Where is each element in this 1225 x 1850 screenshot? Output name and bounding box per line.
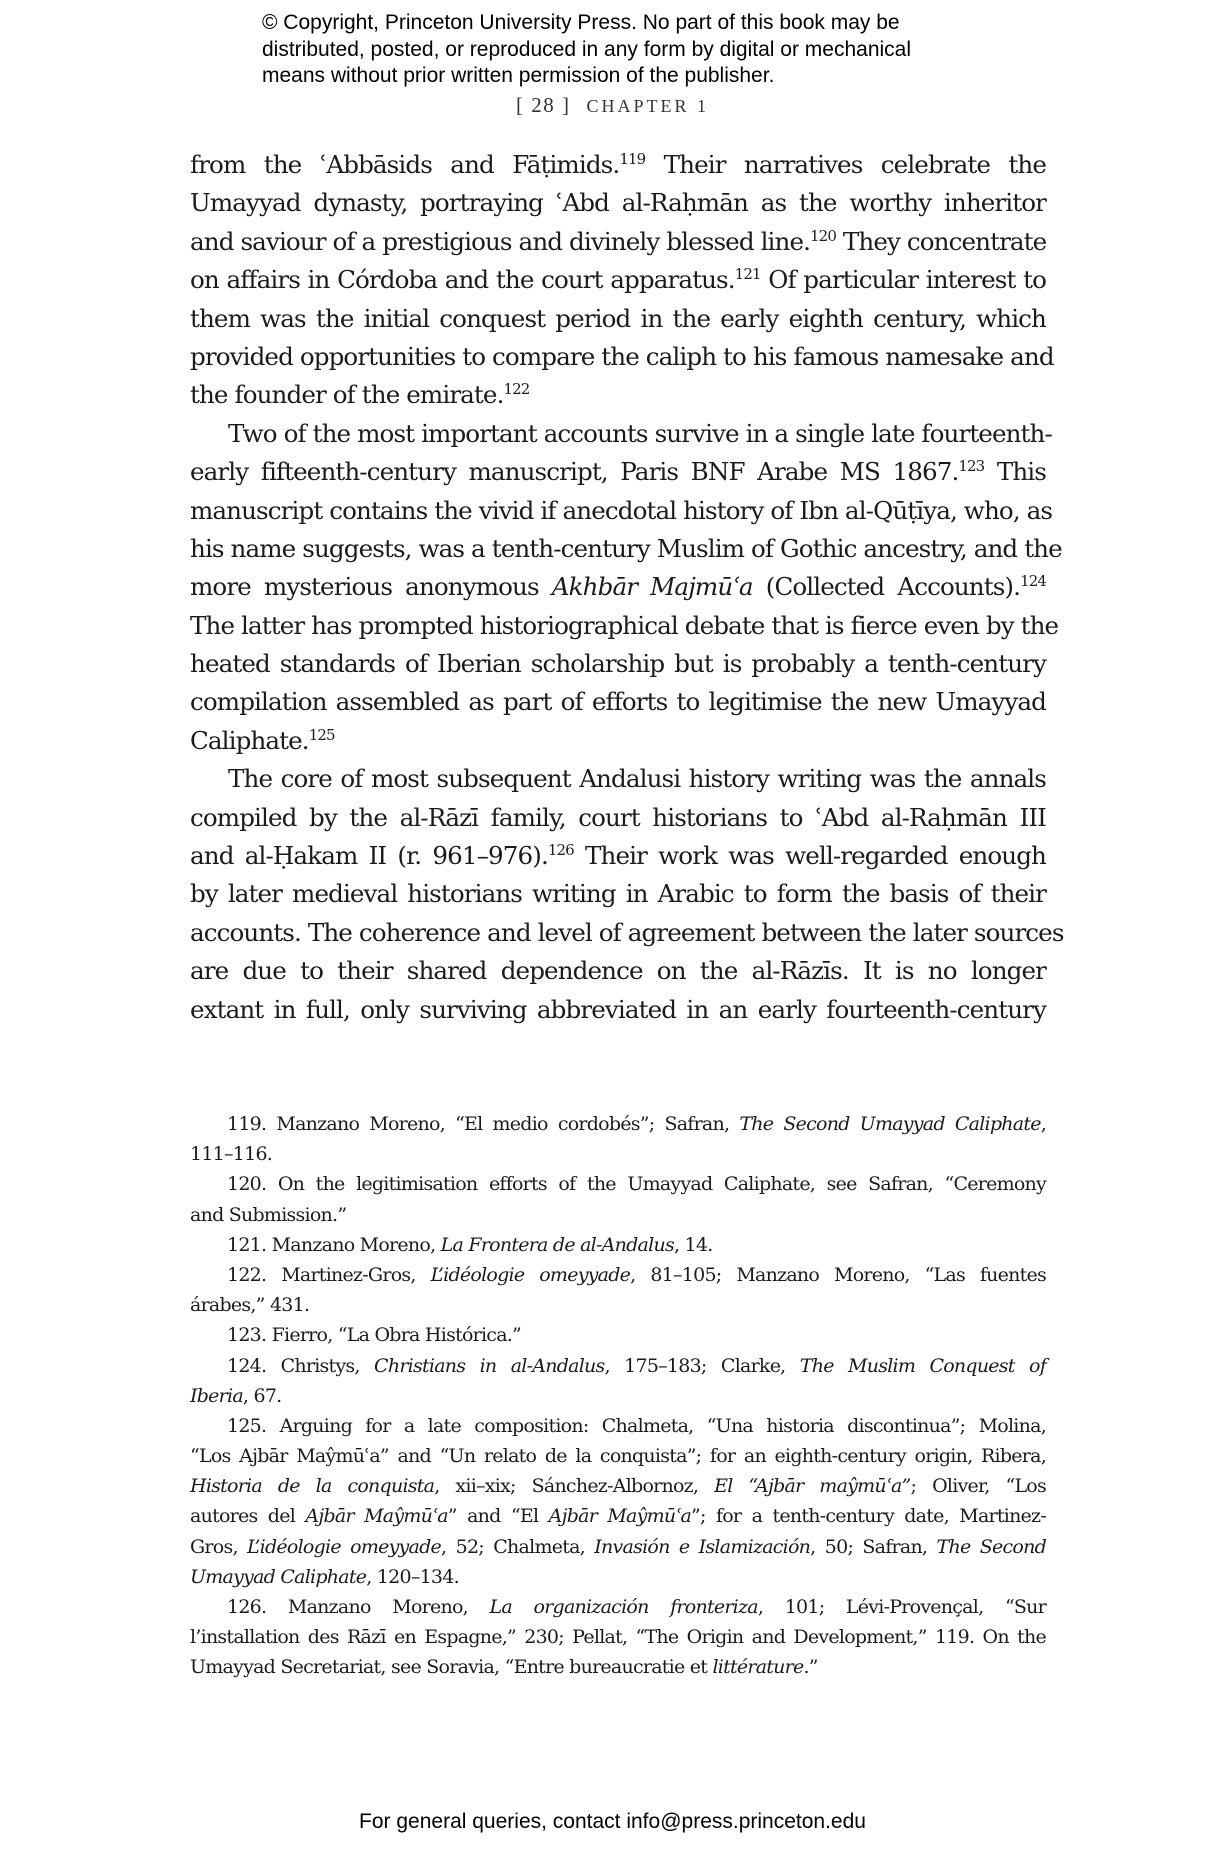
- text-line: Umayyad dynasty, portraying ʿAbd al-Raḥmān as the worthy inheritor: [190, 188, 1046, 218]
- footnote-line: Umayyad Secretariat, see Soravia, “Entre bureaucratie et littérature.”: [190, 1656, 818, 1679]
- footnote-121: 121. Manzano Moreno, La Frontera de al-Andalus, 14.: [227, 1233, 713, 1256]
- footnote-line: l’installation des Rāzī en Espagne,” 230; Pellat, “The Origin and Development,” 119. On the: [190, 1626, 1046, 1649]
- footnote-119: 119. Manzano Moreno, “El medio cordobés”; Safran, The Second Umayyad Caliphate,: [227, 1113, 1047, 1135]
- footnote-line: Gros, L’idéologie omeyyade, 52; Chalmeta, Invasión e Islamización, 50; Safran, The Second: [190, 1535, 1046, 1558]
- footnote-ref[interactable]: 124: [1020, 572, 1046, 591]
- text-line: accounts. The coherence and level of agreement between the later sources: [190, 917, 1064, 947]
- footnote-123: 123. Fierro, “La Obra Histórica.”: [227, 1324, 522, 1347]
- copyright-notice: [262, 10, 1022, 90]
- text-line: the founder of the emirate.$^{122}$: [190, 380, 530, 410]
- footnote-120: 120. On the legitimisation efforts of the Umayyad Caliphate, see Safran, “Ceremony: [227, 1173, 1046, 1196]
- page-number: [ 28 ]: [515, 93, 571, 117]
- text-line: extant in full, only surviving abbreviated in an early fourteenth-century: [190, 994, 1046, 1024]
- text-line: compiled by the al-Rāzī family, court historians to ʿAbd al-Raḥmān III: [190, 802, 1046, 832]
- footnote-125: 125. Arguing for a late composition: Chalmeta, “Una historia discontinua”; Molina,: [227, 1414, 1046, 1437]
- footnote-124: 124. Christys, Christians in al-Andalus, 175–183; Clarke, The Muslim Conquest of: [227, 1354, 1046, 1377]
- footnote-line: autores del Ajbār Maŷmūʿa” and “El Ajbār Maŷmūʿa”; for a tenth-century date, Martinez-: [190, 1505, 1046, 1528]
- footnote-122: 122. Martinez-Gros, L’idéologie omeyyade, 81–105; Manzano Moreno, “Las fuentes: [227, 1263, 1047, 1286]
- footnote-ref[interactable]: 119: [619, 150, 646, 168]
- running-head: [0, 93, 1225, 118]
- text-line: manuscript contains the vivid if anecdotal history of Ibn al-Qūṭīya, who, as: [190, 495, 1053, 525]
- footnote-ref[interactable]: 126: [547, 841, 574, 860]
- text-line: provided opportunities to compare the caliph to his famous namesake and: [190, 341, 1054, 371]
- text-line: The latter has prompted historiographical debate that is fierce even by the: [190, 610, 1059, 640]
- text-line: more mysterious anonymous Akhbār Majmūʿa (Collected Accounts).$^{124}$: [190, 572, 1046, 602]
- footnotes: [190, 1109, 1046, 1683]
- footnote-line: Umayyad Caliphate, 120–134.: [190, 1565, 459, 1588]
- footnote-ref[interactable]: 123: [958, 457, 985, 476]
- text-line: from the ʿAbbāsids and Fāṭimids.$^{119}$ Their narratives celebrate the: [190, 150, 1046, 179]
- footnote-126: 126. Manzano Moreno, La organización fronteriza, 101; Lévi-Provençal, “Sur: [227, 1596, 1046, 1618]
- footnote-ref[interactable]: 122: [503, 380, 530, 399]
- text-line: are due to their shared dependence on the al-Rāzīs. It is no longer: [190, 956, 1046, 986]
- text-line: heated standards of Iberian scholarship but is probably a tenth-century: [190, 649, 1046, 679]
- text-line: The core of most subsequent Andalusi history writing was the annals: [228, 764, 1046, 794]
- footnote-line: Iberia, 67.: [190, 1384, 282, 1407]
- footnote-ref[interactable]: 125: [308, 725, 335, 744]
- text-line: early fifteenth-century manuscript, Paris BNF Arabe MS 1867.$^{123}$ This: [190, 457, 1046, 487]
- text-line: Caliphate.$^{125}$: [190, 725, 335, 755]
- footnote-line: Historia de la conquista, xii–xix; Sánchez-Albornoz, El “Ajbār maŷmūʿa”; Oliver, “Los: [190, 1475, 1046, 1498]
- text-line: on affairs in Córdoba and the court apparatus.$^{121}$ Of particular interest to: [190, 265, 1047, 295]
- text-line: and al-Ḥakam II (r. 961–976).$^{126}$ Their work was well-regarded enough: [190, 841, 1046, 871]
- footnote-ref[interactable]: 121: [734, 265, 761, 284]
- text-line: them was the initial conquest period in the early eighth century, which: [190, 303, 1046, 333]
- copyright-line: means without prior written permission of the publisher.: [262, 64, 775, 87]
- text-line: his name suggests, was a tenth-century Muslim of Gothic ancestry, and the: [190, 533, 1062, 563]
- footer-text: For general queries, contact info@press.princeton.edu: [359, 1810, 866, 1833]
- footnote-ref[interactable]: 120: [810, 226, 836, 245]
- footnote-line: “Los Ajbār Maŷmūʿa” and “Un relato de la conquista”; for an eighth-century origin, Ribera,: [190, 1445, 1046, 1468]
- chapter-label: CHAPTER 1: [586, 96, 709, 116]
- footnote-line: and Submission.”: [190, 1203, 347, 1226]
- text-line: by later medieval historians writing in Arabic to form the basis of their: [190, 879, 1046, 909]
- text-line: compilation assembled as part of efforts to legitimise the new Umayyad: [190, 687, 1046, 717]
- footnote-line: árabes,” 431.: [190, 1294, 310, 1317]
- text-line: Two of the most important accounts survive in a single late fourteenth-: [228, 418, 1052, 448]
- footer-contact: [0, 1810, 1225, 1834]
- text-line: and saviour of a prestigious and divinely blessed line.$^{120}$ They concentrate: [190, 226, 1047, 256]
- body-text: [190, 146, 1064, 1029]
- footnote-line: 111–116.: [190, 1143, 273, 1166]
- copyright-line: distributed, posted, or reproduced in any form by digital or mechanical: [262, 37, 912, 61]
- copyright-line: © Copyright, Princeton University Press. No part of this book may be: [262, 11, 900, 34]
